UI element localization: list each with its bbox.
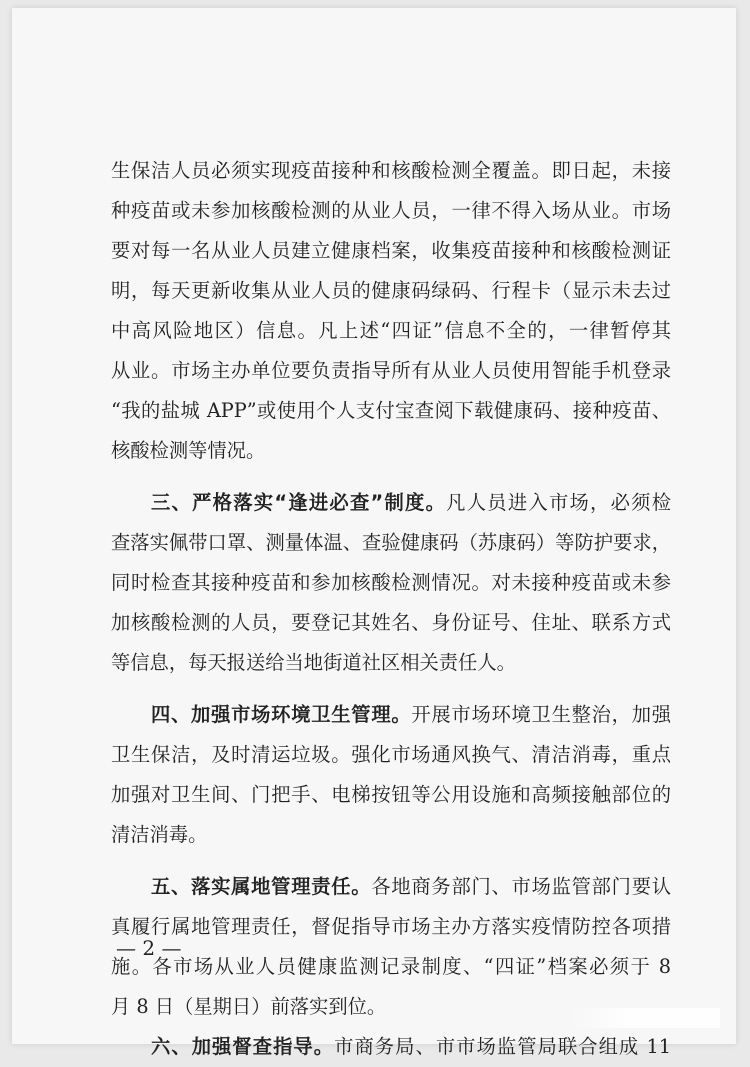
text-line: 明，每天更新收集从业人员的健康码绿码、行程卡（显示未去过 xyxy=(111,279,671,302)
text-line: 真履行属地管理责任，督促指导市场主办方落实疫情防控各项措 xyxy=(111,915,671,938)
text-line: 同时检查其接种疫苗和参加核酸检测情况。对未接种疫苗或未参 xyxy=(111,571,671,594)
section-six-first-line-rest: 市商务局、市市场监管局联合组成 11 xyxy=(334,1035,671,1058)
text-line: 等信息，每天报送给当地街道社区相关责任人。 xyxy=(111,651,516,674)
text-line: 月 8 日（星期日）前落实到位。 xyxy=(111,995,387,1018)
text-line: “我的盐城 APP”或使用个人支付宝查阅下载健康码、接种疫苗、 xyxy=(111,399,671,422)
section-three-first-line-rest: 凡人员进入市场，必须检 xyxy=(446,491,671,514)
corner-watermark xyxy=(570,1008,720,1028)
section-four-heading: 四、加强市场环境卫生管理。 xyxy=(151,703,412,726)
text-line: 加核酸检测的人员，要登记其姓名、身份证号、住址、联系方式 xyxy=(111,611,671,634)
section-four-first-line-rest: 开展市场环境卫生整治，加强 xyxy=(411,703,671,726)
text-line: 施。各市场从业人员健康监测记录制度、“四证”档案必须于 8 xyxy=(111,955,671,978)
section-six-first-line xyxy=(111,1027,671,1067)
section-three-heading: 三、严格落实“逢进必查”制度。 xyxy=(151,491,447,514)
document-page xyxy=(12,8,736,1058)
text-line: 中高风险地区）信息。凡上述“四证”信息不全的，一律暂停其 xyxy=(111,319,671,342)
page-number: — 2 — xyxy=(116,936,182,960)
section-three-first-line xyxy=(111,483,671,523)
text-line: 从业。市场主办单位要负责指导所有从业人员使用智能手机登录 xyxy=(111,359,671,382)
text-line: 清洁消毒。 xyxy=(111,823,208,846)
section-six-heading: 六、加强督查指导。 xyxy=(151,1035,335,1058)
text-line: 查落实佩带口罩、测量体温、查验健康码（苏康码）等防护要求， xyxy=(111,531,671,554)
text-line: 要对每一名从业人员建立健康档案，收集疫苗接种和核酸检测证 xyxy=(111,239,671,262)
text-line: 种疫苗或未参加核酸检测的从业人员，一律不得入场从业。市场 xyxy=(111,199,671,222)
text-line: 生保洁人员必须实现疫苗接种和核酸检测全覆盖。即日起，未接 xyxy=(111,159,671,182)
text-line: 核酸检测等情况。 xyxy=(111,439,266,462)
text-line: 卫生保洁，及时清运垃圾。强化市场通风换气、清洁消毒，重点 xyxy=(111,743,671,766)
section-five-first-line xyxy=(111,867,671,907)
section-five-first-line-rest: 各地商务部门、市场监管部门要认 xyxy=(371,875,671,898)
section-five-heading: 五、落实属地管理责任。 xyxy=(151,875,372,898)
text-line: 加强对卫生间、门把手、电梯按钮等公用设施和高频接触部位的 xyxy=(111,783,671,806)
section-four-first-line xyxy=(111,695,671,735)
